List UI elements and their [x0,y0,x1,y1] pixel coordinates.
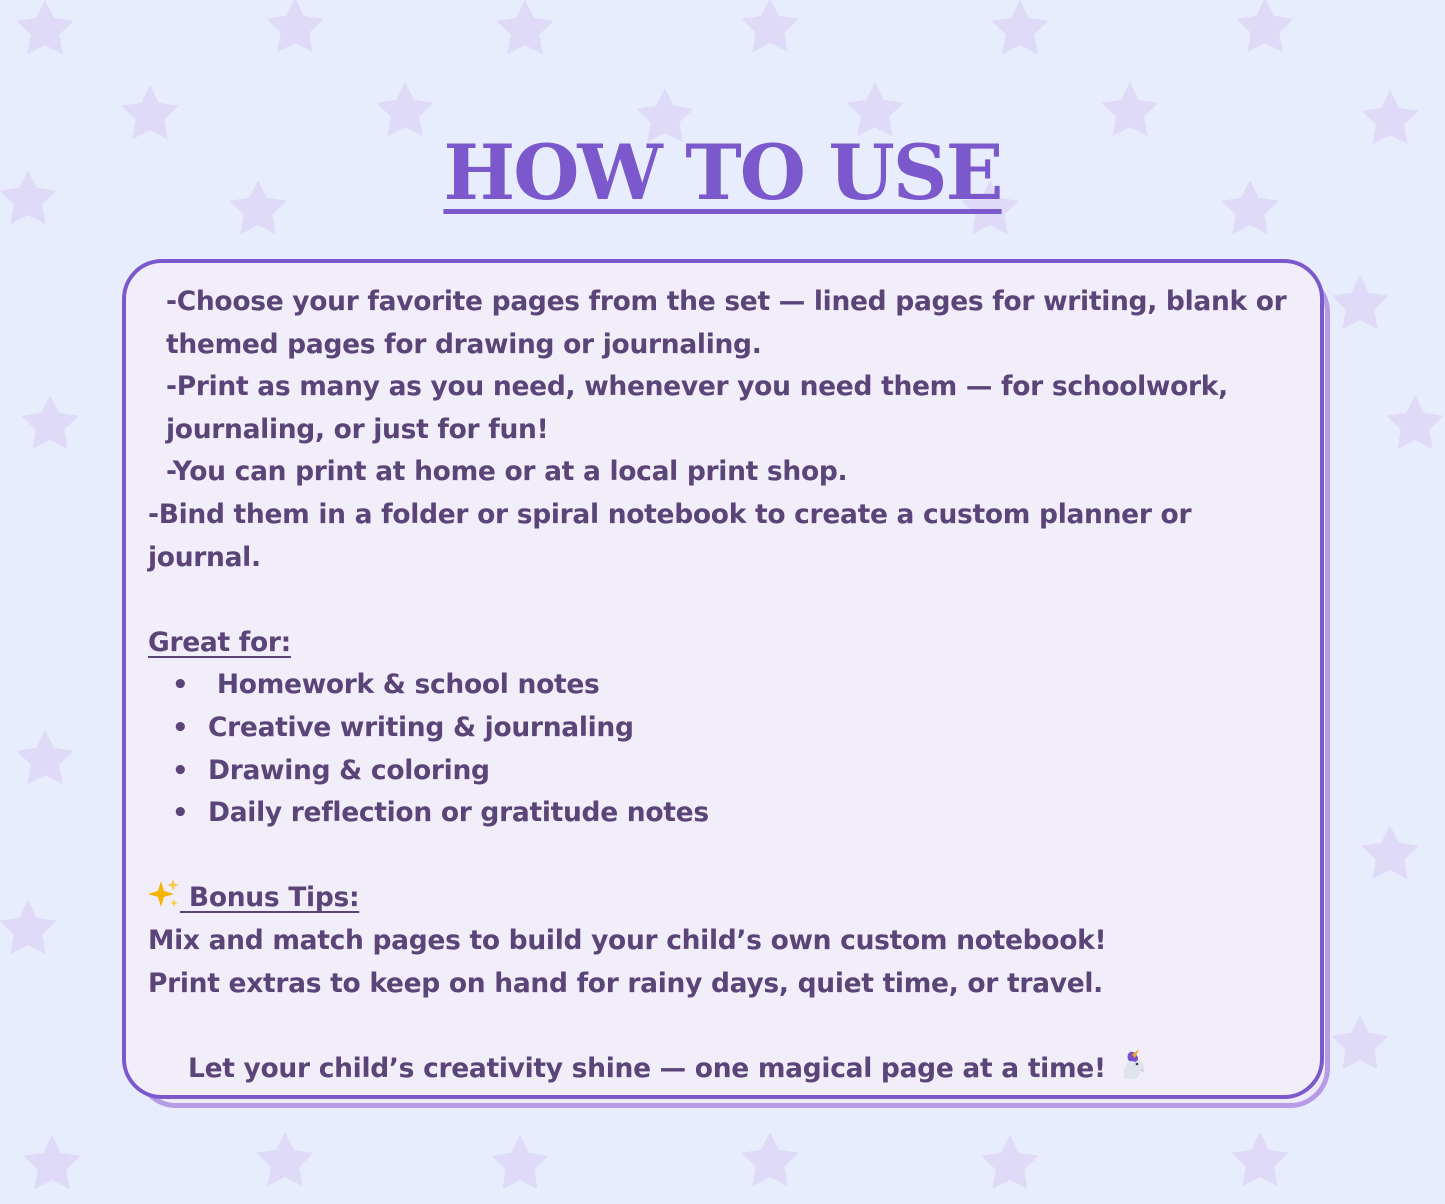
bonus-tip-2: Print extras to keep on hand for rainy days, quiet time, or travel. [148,967,1103,999]
instruction-3: -You can print at home or at a local print shop. [166,456,848,488]
instruction-2: -Print as many as you need, whenever you need them — for schoolwork, journaling, or just for fun! [166,371,1228,445]
bonus-tips-heading: Bonus Tips: [180,882,360,914]
list-item: • Drawing & coloring [208,750,1300,793]
spacer [148,835,1300,878]
instruction-1: -Choose your favorite pages from the set — lined pages for writing, blank or themed pages for drawing or journaling. [166,286,1287,360]
list-item: • Daily reflection or gratitude notes [208,792,1300,835]
bonus-tip-1: Mix and match pages to build your child’s own custom notebook! [148,924,1107,956]
page-title: HOW TO USE [443,128,1002,217]
closing-line [148,1048,1300,1091]
unicorn-icon [1115,1049,1149,1083]
instructions-card [122,259,1324,1099]
great-for-list [148,664,1300,834]
closing-text: Let your child’s creativity shine — one magical page at a time! [188,1052,1115,1084]
great-for-heading: Great for: [148,626,291,658]
list-item: • Creative writing & journaling [208,707,1300,750]
sparkles-icon [148,878,180,910]
spacer [148,1005,1300,1048]
list-item: • Homework & school notes [208,664,1300,707]
bonus-tips-heading-row [148,877,1300,920]
instruction-4: -Bind them in a folder or spiral notebook to create a custom planner or journal. [148,498,1192,573]
spacer [148,579,1300,622]
